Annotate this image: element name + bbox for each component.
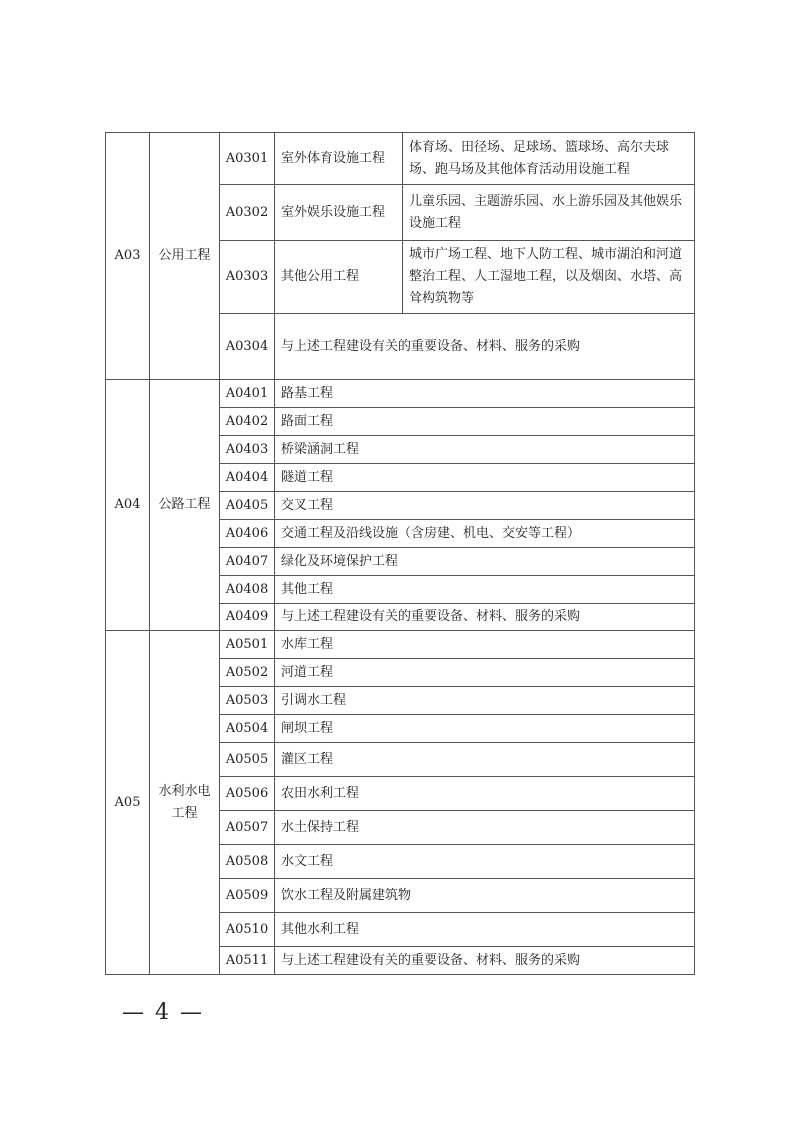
category-code: A04 (106, 380, 150, 631)
subcategory-code: A0508 (220, 845, 275, 879)
subcategory-name: 路面工程 (275, 408, 695, 436)
subcategory-name: 桥梁涵洞工程 (275, 436, 695, 464)
subcategory-code: A0406 (220, 520, 275, 548)
subcategory-code: A0408 (220, 576, 275, 604)
category-name-line2: 工程 (171, 805, 198, 821)
subcategory-code: A0407 (220, 548, 275, 576)
subcategory-code: A0510 (220, 913, 275, 947)
subcategory-code: A0507 (220, 811, 275, 845)
subcategory-name: 水文工程 (275, 845, 695, 879)
category-name: 公用工程 (150, 133, 220, 380)
table-row (106, 631, 695, 659)
subcategory-code: A0511 (220, 947, 275, 975)
classification-table (105, 132, 695, 975)
subcategory-code: A0404 (220, 464, 275, 492)
subcategory-name: 交叉工程 (275, 492, 695, 520)
subcategory-name: 水土保持工程 (275, 811, 695, 845)
subcategory-code: A0409 (220, 604, 275, 631)
subcategory-code: A0401 (220, 380, 275, 408)
subcategory-name: 与上述工程建设有关的重要设备、材料、服务的采购 (275, 604, 695, 631)
subcategory-code: A0405 (220, 492, 275, 520)
subcategory-name: 与上述工程建设有关的重要设备、材料、服务的采购 (275, 947, 695, 975)
subcategory-name: 灌区工程 (275, 743, 695, 777)
table-row (106, 133, 695, 185)
subcategory-code: A0303 (220, 241, 275, 314)
subcategory-name: 室外娱乐设施工程 (275, 185, 403, 241)
subcategory-name: 河道工程 (275, 659, 695, 687)
subcategory-name: 其他公用工程 (275, 241, 403, 314)
subcategory-code: A0302 (220, 185, 275, 241)
subcategory-name: 室外体育设施工程 (275, 133, 403, 185)
subcategory-code: A0301 (220, 133, 275, 185)
subcategory-code: A0501 (220, 631, 275, 659)
subcategory-name: 路基工程 (275, 380, 695, 408)
table-row (106, 380, 695, 408)
subcategory-name: 隧道工程 (275, 464, 695, 492)
subcategory-desc: 儿童乐园、主题游乐园、水上游乐园及其他娱乐设施工程 (403, 185, 695, 241)
category-code: A05 (106, 631, 150, 975)
subcategory-code: A0504 (220, 715, 275, 743)
subcategory-desc: 城市广场工程、地下人防工程、城市湖泊和河道整治工程、人工湿地工程，以及烟囱、水塔、高耸构筑物等 (403, 241, 695, 314)
subcategory-name: 农田水利工程 (275, 777, 695, 811)
subcategory-name: 饮水工程及附属建筑物 (275, 879, 695, 913)
category-code: A03 (106, 133, 150, 380)
subcategory-name: 其他工程 (275, 576, 695, 604)
subcategory-name: 绿化及环境保护工程 (275, 548, 695, 576)
subcategory-code: A0304 (220, 314, 275, 380)
subcategory-name: 引调水工程 (275, 687, 695, 715)
subcategory-code: A0503 (220, 687, 275, 715)
subcategory-name: 闸坝工程 (275, 715, 695, 743)
category-name (150, 631, 220, 975)
subcategory-code: A0402 (220, 408, 275, 436)
subcategory-name: 交通工程及沿线设施（含房建、机电、交安等工程） (275, 520, 695, 548)
subcategory-code: A0403 (220, 436, 275, 464)
subcategory-name: 其他水利工程 (275, 913, 695, 947)
subcategory-code: A0509 (220, 879, 275, 913)
page-number: — 4 — (122, 1000, 204, 1025)
subcategory-code: A0506 (220, 777, 275, 811)
subcategory-code: A0505 (220, 743, 275, 777)
subcategory-desc: 体育场、田径场、足球场、篮球场、高尔夫球场、跑马场及其他体育活动用设施工程 (403, 133, 695, 185)
subcategory-code: A0502 (220, 659, 275, 687)
category-name: 公路工程 (150, 380, 220, 631)
subcategory-name: 水库工程 (275, 631, 695, 659)
category-name-line1: 水利水电 (158, 783, 211, 799)
subcategory-name: 与上述工程建设有关的重要设备、材料、服务的采购 (275, 314, 695, 380)
